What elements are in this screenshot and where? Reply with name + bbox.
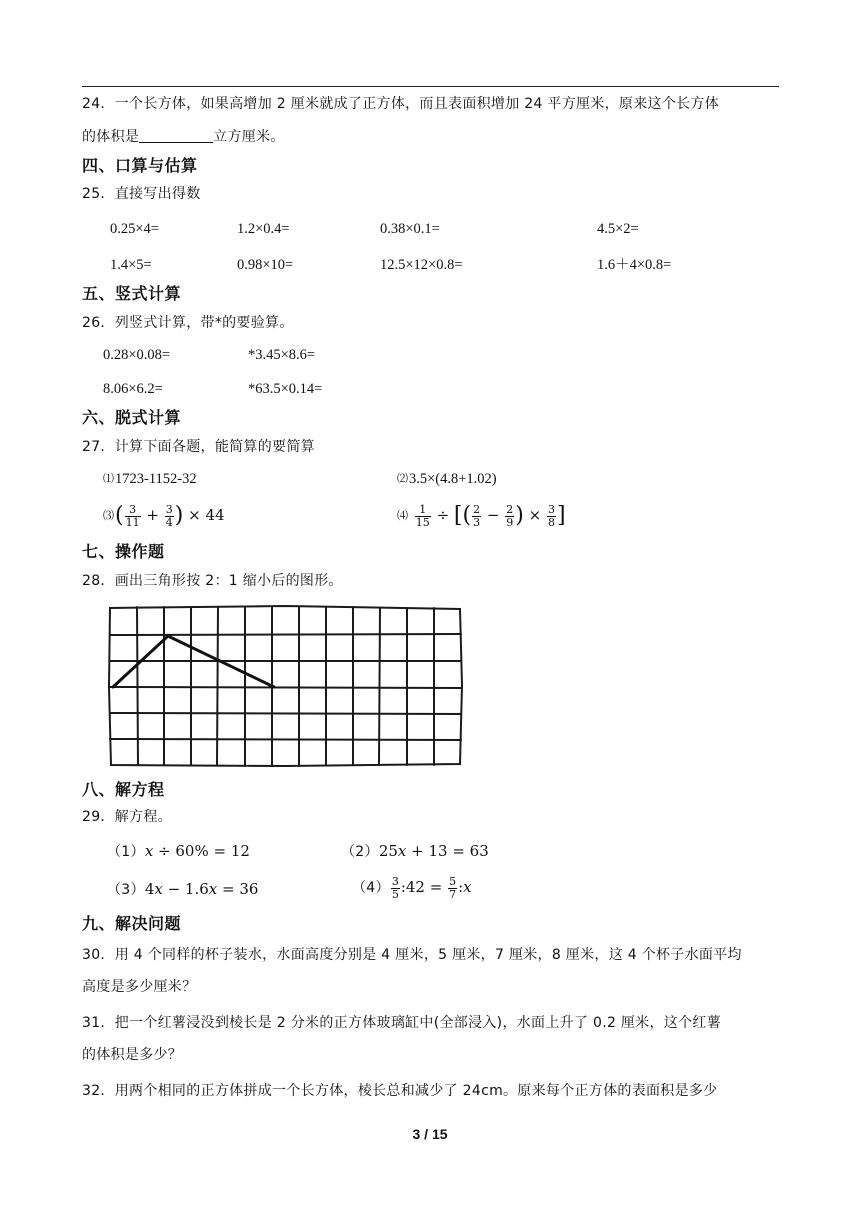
fraction: $\frac{5}{7}$ bbox=[449, 875, 457, 901]
q26-prompt: 26．列竖式计算，带*的要验算。 bbox=[82, 315, 294, 331]
q31-line2: 的体积是多少？ bbox=[82, 1047, 183, 1063]
q29-eq-2-expr: 25𝑥 + 13 = 63 bbox=[378, 842, 489, 860]
q24-line2-after: 立方厘米。 bbox=[213, 129, 285, 145]
minus-sign: − bbox=[486, 506, 500, 525]
q29-eq-3-expr: 4𝑥 − 1.6𝑥 = 36 bbox=[144, 880, 259, 898]
divide-sign: ÷ bbox=[436, 506, 450, 525]
q25-item-5: 1.4×5= bbox=[110, 257, 152, 273]
q32-line1: 32．用两个相同的正方体拼成一个长方体，棱长总和减少了 24cm。原来每个正方体的表面积是多少 bbox=[82, 1083, 718, 1099]
paren-open: ( bbox=[115, 503, 124, 529]
q29-eq-2-number: （2） bbox=[341, 844, 379, 860]
q29-eq-4-tail: :𝑥 bbox=[458, 878, 472, 897]
plus-sign: + bbox=[146, 506, 159, 525]
q27-item-3-tail: × 44 bbox=[188, 506, 225, 525]
grid-figure bbox=[106, 603, 466, 773]
q27-item-3 bbox=[103, 504, 225, 528]
q25-item-3: 0.38×0.1= bbox=[380, 221, 440, 237]
q25-item-2: 1.2×0.4= bbox=[237, 221, 290, 237]
grid-border bbox=[109, 606, 462, 766]
q27-item-2-expr: 3.5×(4.8+1.02) bbox=[409, 471, 497, 487]
q27-item-1-number: ⑴ bbox=[103, 473, 114, 485]
fraction: $\frac{3}{8}$ bbox=[547, 503, 555, 529]
q29-eq-1-expr: 𝑥 ÷ 60% = 12 bbox=[144, 842, 250, 860]
q29-eq-4 bbox=[352, 876, 472, 900]
q27-item-1 bbox=[103, 472, 197, 487]
q26-item-3: 8.06×6.2= bbox=[103, 381, 163, 397]
fraction: $\frac{3}{5}$ bbox=[391, 875, 399, 901]
q25-item-4: 4.5×2= bbox=[597, 221, 639, 237]
q27-item-2 bbox=[397, 472, 497, 487]
fraction: $\frac{3}{4}$ bbox=[165, 503, 173, 529]
q29-eq-4-mid: :42 = bbox=[400, 878, 443, 897]
q28-prompt: 28．画出三角形按 2：1 缩小后的图形。 bbox=[82, 573, 343, 589]
q26-item-1: 0.28×0.08= bbox=[103, 347, 171, 363]
q25-item-1: 0.25×4= bbox=[110, 221, 159, 237]
paren-close: ) bbox=[515, 503, 524, 529]
q31-line1: 31．把一个红薯浸没到棱长是 2 分米的正方体玻璃缸中(全部浸入)，水面上升了 0.2 厘米，这个红薯 bbox=[82, 1015, 722, 1031]
fraction: $\frac{2}{9}$ bbox=[506, 503, 514, 529]
q24-line2 bbox=[82, 130, 285, 144]
fraction: $\frac{3}{11}$ bbox=[125, 503, 140, 529]
q27-item-4 bbox=[397, 504, 566, 528]
q25-prompt: 25．直接写出得数 bbox=[82, 186, 201, 202]
q25-item-8: 1.6＋4×0.8= bbox=[597, 257, 672, 273]
section-title-8: 八、解方程 bbox=[82, 780, 165, 799]
q30-line1: 30．用 4 个同样的杯子装水，水面高度分别是 4 厘米，5 厘米，7 厘米，8 厘米，这 4 个杯子水面平均 bbox=[82, 947, 742, 963]
q27-item-2-number: ⑵ bbox=[397, 473, 408, 485]
q29-eq-2 bbox=[341, 844, 489, 859]
q27-item-4-number: ⑷ bbox=[397, 509, 408, 523]
q27-item-1-expr: 1723-1152-32 bbox=[115, 471, 197, 487]
section-title-4: 四、口算与估算 bbox=[82, 156, 198, 175]
section-title-9: 九、解决问题 bbox=[82, 914, 182, 933]
q25-item-7: 12.5×12×0.8= bbox=[380, 257, 463, 273]
q27-item-3-number: ⑶ bbox=[103, 509, 114, 523]
section-title-5: 五、竖式计算 bbox=[82, 284, 182, 303]
q24-line2-before: 的体积是 bbox=[82, 129, 140, 145]
q29-prompt: 29．解方程。 bbox=[82, 809, 172, 825]
section-title-6: 六、脱式计算 bbox=[82, 408, 182, 427]
q29-eq-1-number: （1） bbox=[107, 844, 145, 860]
section-title-7: 七、操作题 bbox=[82, 542, 165, 561]
header-rule bbox=[82, 86, 779, 87]
q29-eq-3-number: （3） bbox=[107, 882, 145, 898]
q26-item-4: *63.5×0.14= bbox=[248, 381, 323, 397]
bracket-close: ] bbox=[556, 503, 566, 529]
q29-eq-3 bbox=[107, 882, 258, 897]
q26-item-2: *3.45×8.6= bbox=[248, 347, 316, 363]
q30-line2: 高度是多少厘米？ bbox=[82, 979, 197, 995]
q25-item-6: 0.98×10= bbox=[237, 257, 294, 273]
times-sign: × bbox=[528, 506, 542, 525]
q29-eq-1 bbox=[107, 844, 250, 859]
page-number: 3 / 15 bbox=[412, 1126, 448, 1142]
bracket-open: [ bbox=[453, 503, 463, 529]
q24-line1: 24．一个长方体，如果高增加 2 厘米就成了正方体，而且表面积增加 24 平方厘米，原来这个长方体 bbox=[82, 96, 720, 112]
fraction: $\frac{1}{15}$ bbox=[415, 503, 430, 529]
q27-prompt: 27．计算下面各题，能简算的要简算 bbox=[82, 439, 315, 455]
grid-svg bbox=[106, 603, 466, 769]
answer-blank bbox=[139, 130, 213, 143]
fraction: $\frac{2}{3}$ bbox=[473, 503, 481, 529]
q29-eq-4-number: （4） bbox=[352, 880, 390, 897]
paren-open: ( bbox=[462, 503, 472, 529]
paren-close: ) bbox=[174, 503, 184, 529]
